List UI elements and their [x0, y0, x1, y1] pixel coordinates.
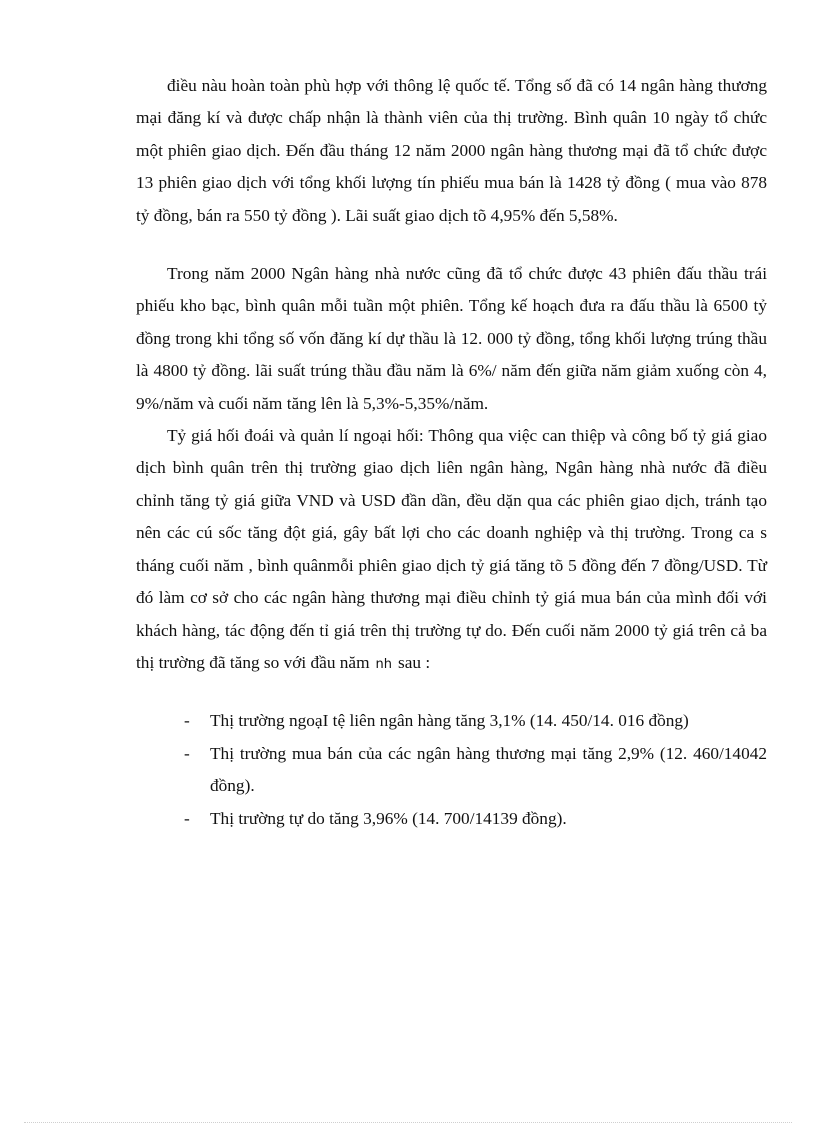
paragraph-exchange-rate [136, 420, 767, 681]
bullet-text: Thị trường mua bán của các ngân hàng thương mại tăng 2,9% (12. 460/14042 đồng). [210, 743, 767, 796]
paragraph-exchange-rate-tail: sau : [398, 652, 431, 672]
stray-glyph: nh [375, 656, 393, 672]
paragraph-interbank-market: điều nàu hoàn toàn phù hợp với thông lệ quốc tế. Tổng số đã có 14 ngân hàng thương mại đăng kí và được chấp nhận là thành viên của thị trường. Bình quân 10 ngày tổ chức một phiên giao dịch. Đến đầu tháng 12 năm 2000 ngân hàng thương mại đã tổ chức được 13 phiên giao dịch với tổng khối lượng tín phiếu mua bán là 1428 tỷ đồng ( mua vào 878 tỷ đồng, bán ra 550 tỷ đồng ). Lãi suất giao dịch tõ 4,95% đến 5,58%. [136, 76, 767, 225]
list-item [184, 803, 767, 835]
bullet-text: Thị trường ngoạI tệ liên ngân hàng tăng 3,1% (14. 450/14. 016 đồng) [210, 711, 689, 731]
bullet-text: Thị trường tự do tăng 3,96% (14. 700/14139 đồng). [210, 808, 567, 828]
bullet-dash: - [184, 808, 190, 828]
list-item [184, 705, 767, 737]
paragraph-exchange-rate-text: Tỷ giá hối đoái và quản lí ngoại hối: Thông qua việc can thiệp và công bố tỷ giá giao dịch bình quân trên thị trường giao dịch liên ngân hàng, Ngân hàng nhà nước đã điều chỉnh tăng tỷ giá giữa VND và USD đần dần, đều dặn qua các phiên giao dịch, tránh tạo nên các cú sốc tăng đột giá, gây bất lợi cho các doanh nghiệp và thị trường. Trong ca s tháng cuối năm , bình quânmỗi phiên giao dịch tỷ giá tăng tõ 5 đồng đến 7 đồng/USD. Từ đó làm cơ sở cho các ngân hàng thương mại điều chỉnh tỷ giá mua bán của mình đối với khách hàng, tác động đến tỉ giá trên thị trường tự do. Đến cuối năm 2000 tỷ giá trên cả ba thị trường đã tăng so với đầu năm [136, 426, 767, 672]
document-page [136, 70, 767, 835]
bullet-dash: - [184, 711, 190, 731]
paragraph-treasury-bond-auction: Trong năm 2000 Ngân hàng nhà nước cũng đã tổ chức được 43 phiên đấu thầu trái phiếu kho bạc, bình quân mỗi tuần một phiên. Tổng kế hoạch đưa ra đấu thầu là 6500 tỷ đồng trong khi tổng số vốn đăng kí dự thầu là 12. 000 tỷ đồng, tổng khối lượng trúng thầu là 4800 tỷ đồng. lãi suất trúng thầu đầu năm là 6%/ năm đến giữa năm giảm xuống còn 4, 9%/năm và cuối năm tăng lên là 5,3%-5,35%/năm. [136, 264, 767, 413]
list-item [184, 738, 767, 803]
exchange-rate-bullet-list [136, 705, 767, 835]
bullet-dash: - [184, 743, 190, 763]
